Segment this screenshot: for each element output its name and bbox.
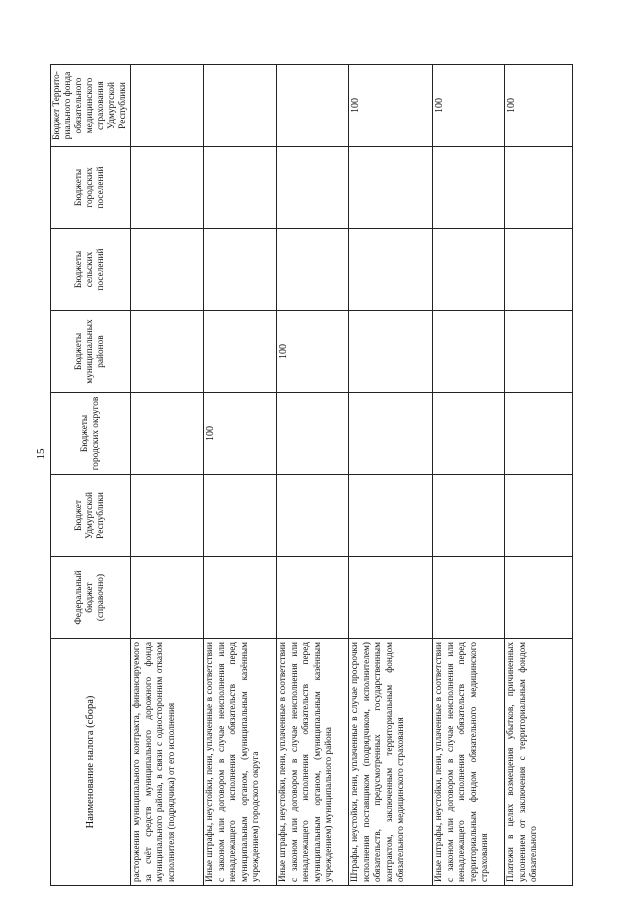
row-tax-name: Иные штрафы, неустойки, пени, уплаченные в соответствии с законом или договором в случае неисполнения или ненадлежащего исполнения обязательств перед территориальным фондом обязательного медицинского страхования xyxy=(433,639,505,886)
row-value-municipal-districts xyxy=(505,311,573,393)
table-row xyxy=(505,65,573,886)
row-value-rural xyxy=(433,229,505,311)
row-value-rural xyxy=(204,229,277,311)
header-federal-budget: Федеральный бюджет (справочно) xyxy=(51,557,131,639)
row-value-medical-fund xyxy=(277,65,349,147)
header-medical-insurance-fund: Бюджет Террито-риального фонда обязательного медицинского страхования Удмуртской Республики xyxy=(51,65,131,147)
row-value-republic xyxy=(277,475,349,557)
row-value-federal xyxy=(349,557,433,639)
tax-distribution-table xyxy=(50,64,573,886)
row-value-municipal-districts xyxy=(433,311,505,393)
header-republic-budget: Бюджет Удмуртской Республики xyxy=(51,475,131,557)
table-row xyxy=(433,65,505,886)
row-value-urban xyxy=(349,147,433,229)
row-value-urban xyxy=(433,147,505,229)
row-value-federal xyxy=(204,557,277,639)
row-value-federal xyxy=(277,557,349,639)
row-tax-name: Иные штрафы, неустойки, пени, уплаченные в соответствии с законом или договором в случае неисполнения или ненадлежащего исполнения обязательств перед муниципальным органом, (муниципальным казённым учреждением) муниципального района xyxy=(277,639,349,886)
row-value-medical-fund: 100 xyxy=(505,65,573,147)
rotated-table-container xyxy=(50,65,570,886)
table-row xyxy=(131,65,204,886)
row-value-municipal-districts xyxy=(131,311,204,393)
row-value-republic xyxy=(433,475,505,557)
page-number: 15 xyxy=(35,448,47,460)
row-tax-name: Штрафы, неустойки, пени, уплаченные в случае просрочки исполнения поставщиком (подрядчиком, исполнителем) обязательств, предусмотренных государственным контрактом, заключенным территориальным фондом обязательного медицинского страхования xyxy=(349,639,433,886)
row-value-federal xyxy=(131,557,204,639)
row-value-medical-fund: 100 xyxy=(433,65,505,147)
row-value-city-districts xyxy=(433,393,505,475)
row-value-rural xyxy=(505,229,573,311)
header-municipal-districts: Бюджеты муниципальных районов xyxy=(51,311,131,393)
row-value-urban xyxy=(505,147,573,229)
table-row xyxy=(204,65,277,886)
table-header-row xyxy=(51,65,131,886)
row-tax-name: Иные штрафы, неустойки, пени, уплаченные в соответствии с законом или договором в случае неисполнения или ненадлежащего исполнения обязательств перед муниципальным органом, (муниципальным казённым учреждением) городского округа xyxy=(204,639,277,886)
row-value-medical-fund: 100 xyxy=(349,65,433,147)
table-row xyxy=(277,65,349,886)
row-value-medical-fund xyxy=(131,65,204,147)
row-value-city-districts xyxy=(277,393,349,475)
row-value-republic xyxy=(349,475,433,557)
header-tax-name: Наименование налога (сбора) xyxy=(51,639,131,886)
row-value-rural xyxy=(131,229,204,311)
row-value-municipal-districts xyxy=(204,311,277,393)
row-value-urban xyxy=(277,147,349,229)
row-value-federal xyxy=(505,557,573,639)
table-row xyxy=(349,65,433,886)
row-value-federal xyxy=(433,557,505,639)
header-rural-settlements: Бюджеты сельских поселений xyxy=(51,229,131,311)
row-value-municipal-districts xyxy=(349,311,433,393)
row-value-rural xyxy=(349,229,433,311)
row-value-urban xyxy=(204,147,277,229)
row-value-medical-fund xyxy=(204,65,277,147)
row-value-republic xyxy=(204,475,277,557)
header-urban-settlements: Бюджеты городских поселений xyxy=(51,147,131,229)
row-tax-name: расторжении муниципального контракта, финансируемого за счёт средств муниципального дорожного фонда муниципального района, в связи с односторонним отказом исполнителя (подрядчика) от его исполнения xyxy=(131,639,204,886)
row-value-republic xyxy=(131,475,204,557)
row-value-city-districts: 100 xyxy=(204,393,277,475)
row-value-city-districts xyxy=(349,393,433,475)
row-tax-name: Платежи в целях возмещения убытков, причиненных уклонением от заключения с территориальным фондом обязательного xyxy=(505,639,573,886)
row-value-city-districts xyxy=(131,393,204,475)
row-value-republic xyxy=(505,475,573,557)
row-value-municipal-districts: 100 xyxy=(277,311,349,393)
row-value-city-districts xyxy=(505,393,573,475)
row-value-urban xyxy=(131,147,204,229)
header-city-districts: Бюджеты городских округов xyxy=(51,393,131,475)
row-value-rural xyxy=(277,229,349,311)
